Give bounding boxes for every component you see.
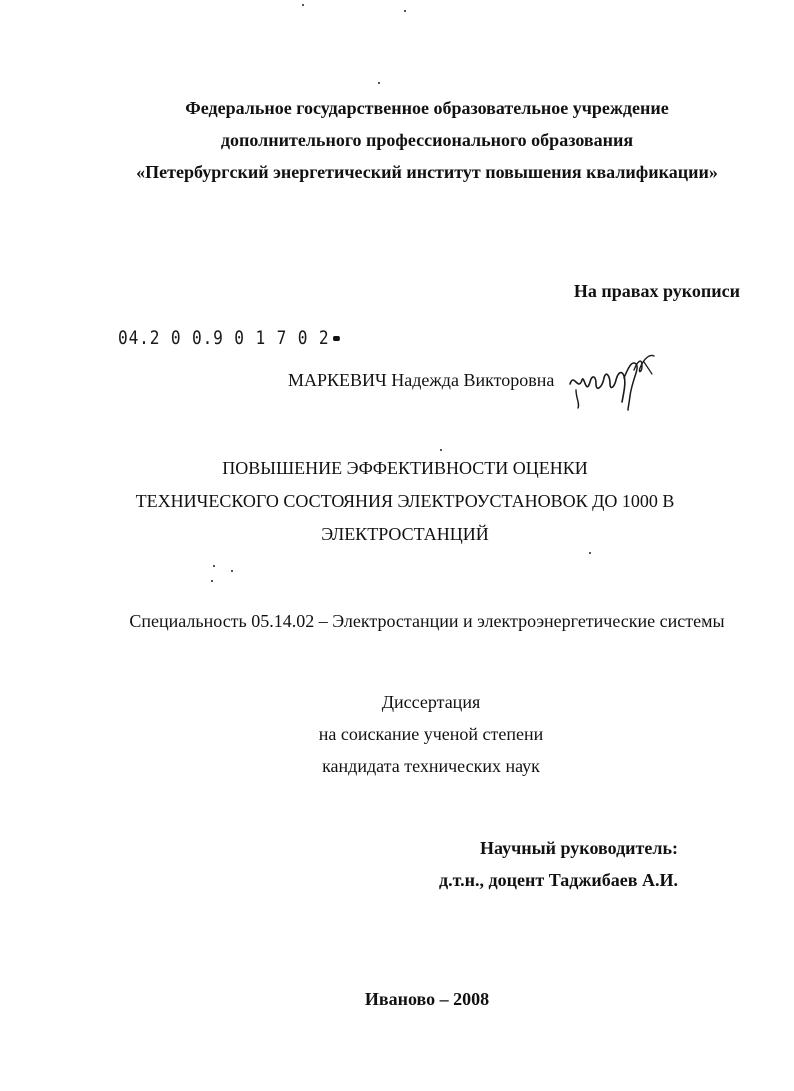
specialty: Специальность 05.14.02 – Электростанции и электроэнергетические системы: [129, 611, 725, 631]
supervisor-name: д.т.н., доцент Таджибаев А.И.: [439, 870, 678, 890]
author: [288, 366, 554, 394]
institution-block: [30, 92, 794, 188]
title-line-3: ЭЛЕКТРОСТАНЦИЙ: [321, 524, 489, 544]
scan-speck: [211, 580, 213, 582]
scan-speck: [440, 449, 442, 451]
registration-number-text: 04.2 0 0.9 0 1 7 0 2: [118, 327, 330, 349]
institution-line-2: дополнительного профессионального образования: [220, 130, 634, 150]
scan-speck: [589, 552, 591, 554]
supervisor-label: Научный руководитель:: [480, 838, 678, 858]
supervisor-block: [439, 832, 678, 896]
author-surname: МАРКЕВИЧ: [288, 370, 387, 390]
scan-speck: [213, 565, 215, 567]
ink-mark: [333, 336, 340, 341]
degree-block: [34, 686, 794, 782]
scan-speck: [404, 10, 406, 12]
institution-line-3: «Петербургский энергетический институт повышения квалификации»: [136, 162, 718, 182]
title-line-1: ПОВЫШЕНИЕ ЭФФЕКТИВНОСТИ ОЦЕНКИ: [222, 458, 588, 478]
scan-speck: [231, 570, 233, 572]
dissertation-title: [8, 452, 794, 551]
scan-speck: [302, 4, 304, 6]
handwritten-signature: [566, 352, 658, 412]
rights-note: На правах рукописи: [573, 281, 740, 301]
degree-line-3: кандидата технических наук: [322, 756, 540, 776]
title-line-2: ТЕХНИЧЕСКОГО СОСТОЯНИЯ ЭЛЕКТРОУСТАНОВОК ДО 1000 В: [135, 491, 675, 511]
degree-line-1: Диссертация: [381, 692, 481, 712]
degree-line-2: на соискание ученой степени: [318, 724, 544, 744]
city-year: Иваново – 2008: [364, 989, 490, 1009]
author-name: Надежда Викторовна: [391, 370, 555, 390]
registration-number: [118, 327, 340, 349]
scan-speck: [378, 82, 380, 84]
institution-line-1: Федеральное государственное образовательное учреждение: [185, 98, 669, 118]
